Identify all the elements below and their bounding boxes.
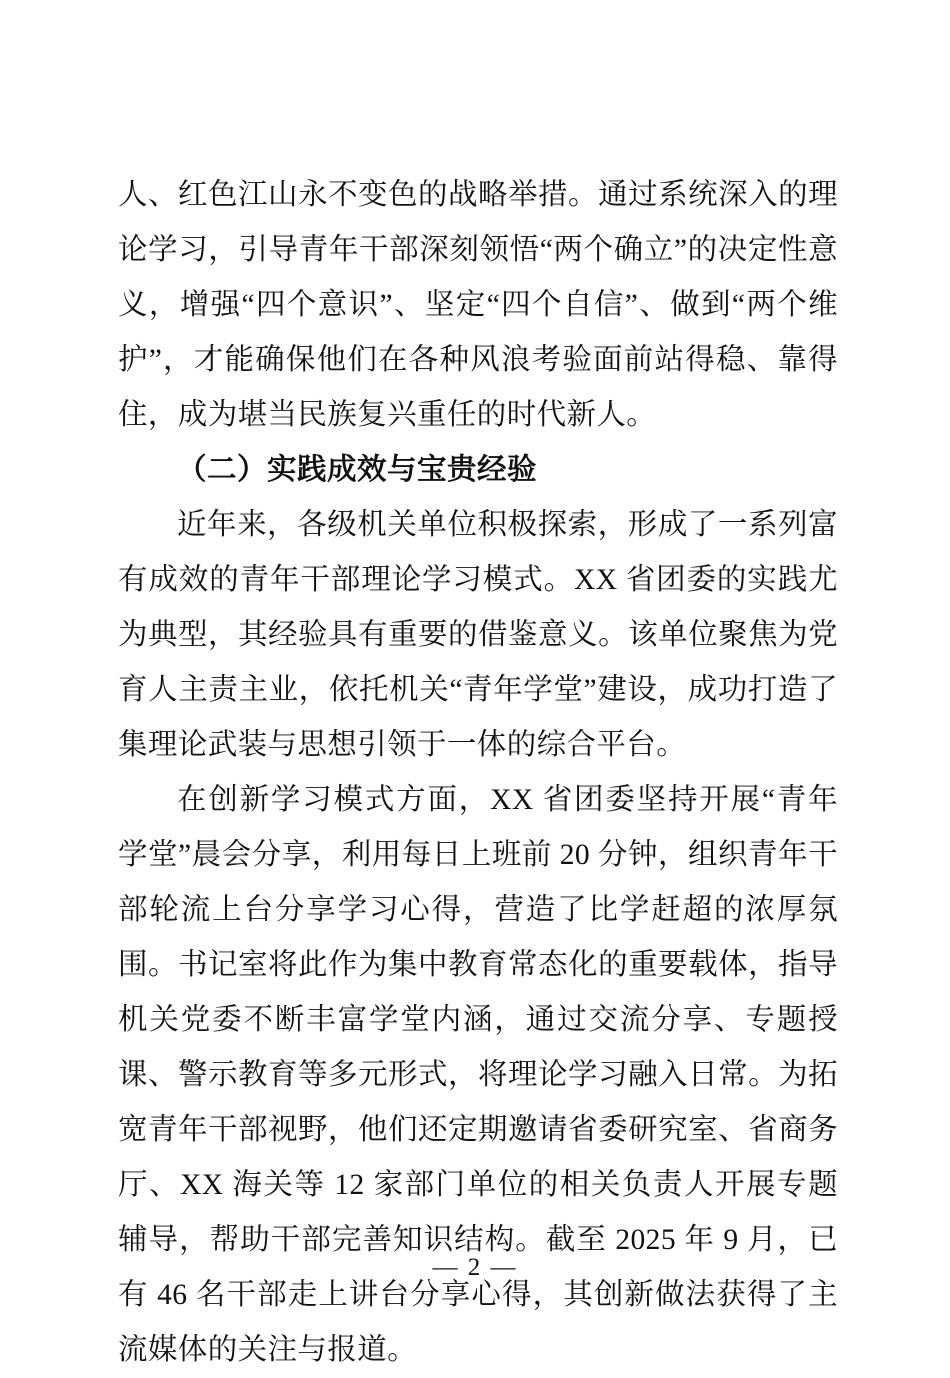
paragraph-continuation: 人、红色江山永不变色的战略举措。通过系统深入的理论学习，引导青年干部深刻领悟“两个确立”的决定性意义，增强“四个意识”、坚定“四个自信”、做到“两个维护”，才能确保他们在各种风浪考验面前站得稳、靠得住，成为堪当民族复兴重任的时代新人。 <box>118 179 838 431</box>
paragraph-practice-results: 近年来，各级机关单位积极探索，形成了一系列富有成效的青年干部理论学习模式。XX 省团委的实践尤为典型，其经验具有重要的借鉴意义。该单位聚焦为党育人主责主业，依托机关“青年学堂”建设，成功打造了集理论武装与思想引领于一体的综合平台。 <box>118 509 838 761</box>
paragraph-innovative-learning: 在创新学习模式方面，XX 省团委坚持开展“青年学堂”晨会分享，利用每日上班前 20 分钟，组织青年干部轮流上台分享学习心得，营造了比学赶超的浓厚氛围。书记室将此作为集中教育常态化的重要载体，指导机关党委不断丰富学堂内涵，通过交流分享、专题授课、警示教育等多元形式，将理论学习融入日常。为拓宽青年干部视野，他们还定期邀请省委研究室、省商务厅、XX 海关等 12 家部门单位的相关负责人开展专题辅导，帮助干部完善知识结构。截至 2025 年 9 月，已有 46 名干部走上讲台分享心得，其创新做法获得了主流媒体的关注与报道。 <box>118 784 838 1366</box>
document-body <box>118 168 838 1378</box>
page-footer <box>0 1254 950 1282</box>
section-heading: （二）实践成效与宝贵经验 <box>177 454 538 486</box>
page-number: — 2 — <box>432 1254 518 1281</box>
